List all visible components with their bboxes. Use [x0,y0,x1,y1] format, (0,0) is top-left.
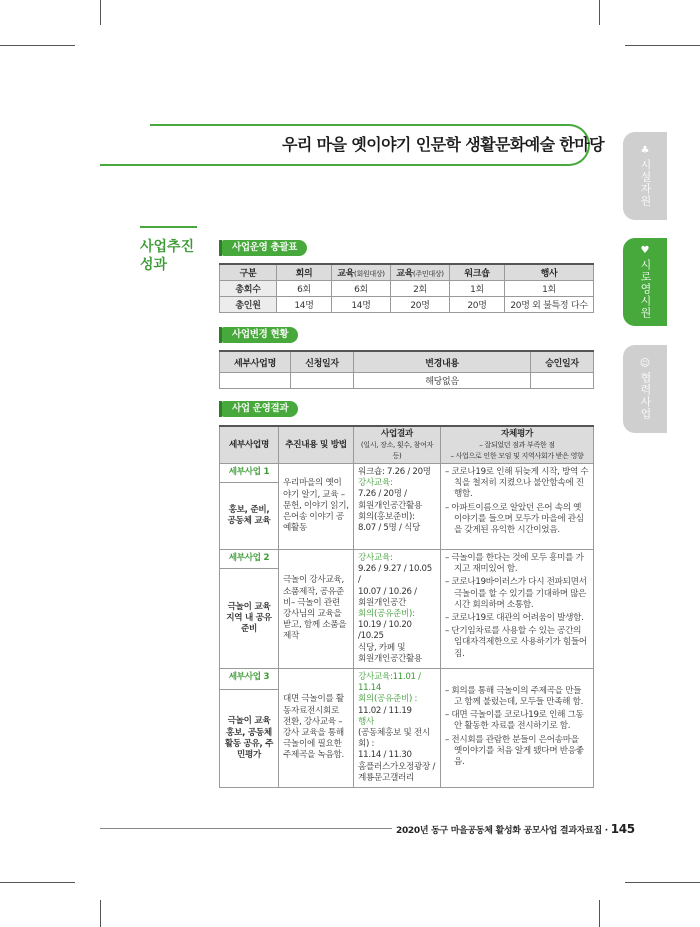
summary-tag: 사업운영 총괄표 [222,240,307,256]
crop-mark [625,45,700,46]
column-header [332,264,391,281]
project-name: 극놀이 교육 홍보, 공동체 활동 공유, 주민평가 [220,690,279,788]
table-cell: 6회 [332,281,391,297]
eval-item: – 단기임차료를 사용할 수 있는 공간의 임대자격제한으로 사용하기가 힘들어짐. [445,626,587,659]
project-result [354,464,441,550]
crop-mark [100,900,101,927]
section-title-line: 성과 [140,257,168,273]
side-tab-2[interactable] [623,238,667,326]
result-line: 회원개인공간활용 [358,653,423,664]
result-line: 계룡문고갤러리 [358,772,415,783]
results-table [219,425,594,788]
result-line: 8.07 / 5명 / 식당 [358,523,421,534]
result-line: 강사교육:11.01 / 11.14 [358,672,421,694]
table-row [220,669,594,690]
row-header: 총인원 [220,297,277,313]
project-content: 대면 극놀이를 활동자료전시회로 전환, 강사교육 – 강사 교육을 통해 극놀이에 필요한 주제곡을 녹음함. [279,669,354,788]
table-header-row [220,264,594,281]
column-header-main: 자체평가 [500,428,533,439]
project-result [354,669,441,788]
column-header [391,264,450,281]
result-line: 강사교육: [358,553,393,563]
side-tab-3[interactable] [623,345,667,433]
eval-item: – 코로나19바이러스가 다시 전파되면서 극놀이를 할 수 있기를 기대하며 많은 시간 회의하며 소통함. [445,577,587,610]
result-line: 식당, 카페 및 [358,642,406,653]
result-line: 회원개인공간활용 [358,500,423,511]
result-line: 회의(홍보준비): [358,511,415,522]
result-line: (공동체홍보 및 전시회) : [358,728,430,750]
row-header: 총회수 [220,281,277,297]
column-header [354,426,441,464]
table-cell: 1회 [450,281,505,297]
table-cell: 14명 [332,297,391,313]
side-tab-label: 시설자원 [639,159,652,207]
side-tab-label: 시로영시원 [639,259,652,319]
side-tab-label: 협력사업 [639,372,652,420]
column-header: 워크숍 [450,264,505,281]
column-header: 추진내용 및 방법 [279,426,354,464]
crop-mark [0,882,75,883]
people-icon: ☺ [639,358,651,369]
results-tag: 사업 운영결과 [222,401,298,417]
table-cell: 14명 [277,297,332,313]
column-header: 승인일자 [531,351,594,373]
table-row [220,297,594,313]
project-name: 홍보, 준비, 공동체 교육 [220,483,279,550]
project-content: 우리마을의 옛이야기 알기, 교육 – 문헌, 이야기 읽기, 은어송 이야기 공예활동 [279,464,354,550]
result-line: 11.02 / 11.19 [358,705,412,716]
table-row [220,550,594,569]
result-line: 10.07 / 10.26 / [358,586,417,597]
table-row [220,281,594,297]
result-line: 7.26 / 20명 / [358,489,407,500]
section-rule [140,226,197,228]
result-line: 워크숍: 7.26 / 20명 [358,467,431,477]
result-line: 회의(공유준비): [358,609,415,620]
column-header: 회의 [277,264,332,281]
table-cell: 2회 [391,281,450,297]
project-id: 세부사업 1 [220,464,279,483]
project-eval [441,464,594,550]
table-cell: 20명 [450,297,505,313]
table-cell: 20명 [391,297,450,313]
eval-item: – 대면 극놀이를 코로나19로 인해 그동안 활동한 자료를 전시하기로 함. [445,710,584,732]
crop-mark [0,45,75,46]
eval-item: – 회의를 통해 극놀이의 주제곡을 만들고 함께 불렀는데, 모두들 만족해 함. [445,685,584,708]
table-cell: 6회 [277,281,332,297]
result-line: 회의(공유준비) : [358,694,418,705]
table-header-row [220,426,594,464]
column-header: 행사 [505,264,594,281]
eval-item: – 극놀이를 한다는 것에 모두 흥미를 가지고 재미있어 함. [445,553,584,575]
eval-item: – 코로나19로 인해 뒤늦게 시작, 방역 수칙을 철저히 지켰으나 불안함속에 진행함. [445,467,589,500]
section-title [140,238,194,274]
result-line: 홈플러스가오정광장 / [358,761,436,772]
column-header-main: 교육 [396,269,414,279]
project-name: 극놀이 교육 지역 내 공유준비 [220,569,279,669]
column-header: 구분 [220,264,277,281]
crop-mark [100,0,101,25]
table-cell [291,373,354,389]
crop-mark [599,900,600,927]
table-cell [531,373,594,389]
column-header-sub: – 사업으로 인한 모임 및 지역사회가 받은 영향 [450,451,584,460]
result-line: 행사 [358,716,375,727]
column-header [441,426,594,464]
project-eval [441,550,594,669]
crop-mark [599,0,600,25]
table-cell: 1회 [505,281,594,297]
column-header-sub: (일시, 장소, 횟수, 참여자 등) [360,440,434,460]
table-row [220,464,594,483]
changes-table [219,350,594,389]
project-id: 세부사업 3 [220,669,279,690]
table-cell: 20명 외 불특정 다수 [505,297,594,313]
column-header: 세부사업명 [220,426,279,464]
result-line: 11.14 / 11.30 [358,750,412,761]
eval-item: – 아파트이름으로 알았던 은어 속의 옛이야기를 들으며 모두가 마을에 관심을 갖게된 유익한 시간이었음. [445,502,584,536]
result-line: 강사교육: [358,478,393,489]
project-id: 세부사업 2 [220,550,279,569]
project-eval [441,669,594,788]
result-line: 10.19 / 10.20 /10.25 [358,620,412,642]
crop-mark [625,882,700,883]
table-row [220,373,594,389]
column-header-sub: (주민대상) [413,270,444,278]
column-header: 변경내용 [354,351,531,373]
table-cell: 해당없음 [354,373,531,389]
eval-item: – 전시회를 관람한 분들이 은어송마을 옛이야기를 처음 알게 됐다며 반응좋음. [445,734,584,768]
column-header: 신청일자 [291,351,354,373]
clover-icon: ♣ [640,145,650,156]
result-line: 회원개인공간 [358,597,407,608]
column-header-sub: – 잘되었던 점과 부족한 점 [479,440,555,449]
table-cell [220,373,291,389]
section-title-line: 사업추진 [140,239,195,255]
side-tab-1[interactable] [623,132,667,220]
footer-title: 2020년 동구 마을공동체 활성화 공모사업 결과자료집 · [396,826,608,836]
summary-table [219,263,594,313]
column-header-sub: (회원대상) [354,270,385,278]
page-title: 우리 마을 옛이야기 인문학 생활문화예술 한마당 [282,135,604,154]
column-header-main: 교육 [337,269,355,279]
changes-tag: 사업변경 현황 [222,327,298,343]
project-content: 극놀이 강사교육, 소품제작, 공유준비– 극놀이 관련 강사님의 교육을 받고, 함께 소품을 제작 [279,550,354,669]
project-result [354,550,441,669]
table-header-row [220,351,594,373]
eval-item: – 코로나19로 대관의 어려움이 발생함. [445,613,584,624]
column-header-main: 사업결과 [380,428,413,439]
column-header: 세부사업명 [220,351,291,373]
footer [392,822,639,836]
page-number: 145 [610,822,635,836]
result-line: 9.26 / 9.27 / 10.05 / [358,564,432,586]
heart-icon: ♥ [640,245,650,256]
